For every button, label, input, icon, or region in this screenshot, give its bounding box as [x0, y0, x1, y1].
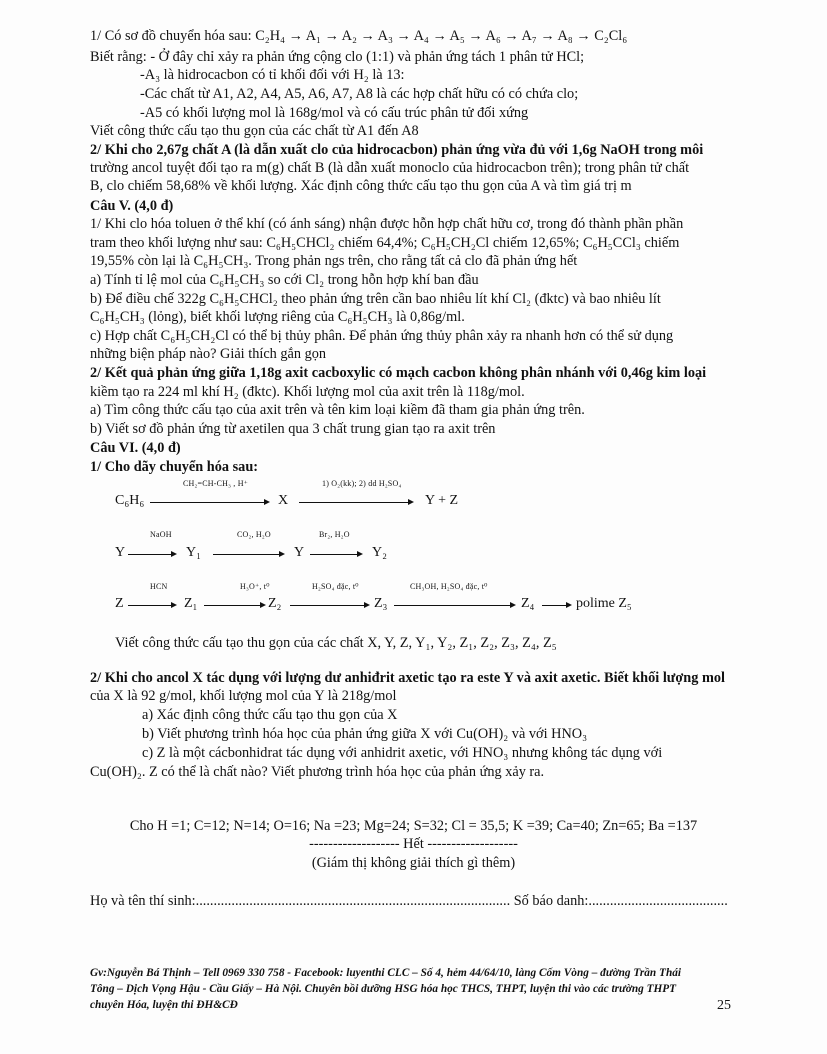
reaction-arrow — [542, 605, 570, 606]
species: Z₂ — [268, 596, 282, 611]
reaction-condition: Br₂, H₂O — [319, 530, 350, 539]
text-line: Viết công thức cấu tạo thu gọn của các chất từ A1 đến A8 — [90, 123, 419, 139]
reaction-condition: H₂SO₄ đặc, t⁰ — [312, 582, 359, 591]
text-line: -A5 có khối lượng mol là 168g/mol và có cấu trúc phân tử đối xứng — [140, 105, 529, 121]
text-line: -Các chất từ A1, A2, A4, A5, A6, A7, A8 là các hợp chất hữu có có chứa clo; — [140, 86, 579, 102]
reaction-arrow — [128, 605, 175, 606]
candidate-info-line: Họ và tên thí sinh:........................................................................................ Số báo danh:....................................... — [90, 893, 728, 909]
text-line: 1/ Cho dãy chuyển hóa sau: — [90, 459, 259, 475]
text-line: tram theo khối lượng như sau: C₆H₅CHCl₂ chiếm 64,4%; C₆H₅CH₂Cl chiếm 12,65%; C₆H₅CCl₃ chiếm — [90, 235, 680, 251]
reaction-arrow — [150, 502, 268, 503]
text-line: C₆H₅CH₃ (lỏng), biết khối lượng riêng của C₆H₅CH₃ là 0,86g/ml. — [90, 309, 465, 325]
section-heading: Câu V. (4,0 đ) — [90, 198, 174, 214]
text-line: 2/ Khi cho ancol X tác dụng với lượng dư anhiđrit axetic tạo ra este Y và axit axetic. Biết khối lượng mol — [90, 670, 725, 686]
species: Z₁ — [184, 596, 198, 611]
species: polime Z₅ — [576, 596, 632, 611]
text-line: Viết công thức cấu tạo thu gọn của các chất X, Y, Z, Y₁, Y₂, Z₁, Z₂, Z₃, Z₄, Z₅ — [115, 635, 557, 651]
reaction-condition: 1) O₂(kk); 2) dd H₂SO₄ — [322, 479, 402, 488]
reaction-condition: CH₃OH, H₂SO₄ đặc, t⁰ — [410, 582, 488, 591]
reaction-condition: NaOH — [150, 530, 172, 539]
species: C₆H₆ — [115, 493, 145, 508]
text-line: a) Tính tỉ lệ mol của C₆H₅CH₃ so cới Cl₂ trong hỗn hợp khí ban đầu — [90, 272, 479, 288]
text-line: 1/ Khi clo hóa toluen ở thể khí (có ánh sáng) nhận được hỗn hợp chất hữu cơ, trong đó thành phần phần — [90, 216, 684, 232]
reaction-arrow — [290, 605, 368, 606]
species: Y + Z — [425, 493, 459, 508]
reaction-condition: HCN — [150, 582, 168, 591]
text-line: a) Tìm công thức cấu tạo của axit trên và tên kim loại kiềm đã tham gia phản ứng trên. — [90, 402, 585, 418]
text-line: B, clo chiếm 58,68% về khối lượng. Xác định công thức cấu tạo thu gọn của A và tìm giá trị m — [90, 178, 632, 194]
end-marker: ------------------- Hết ------------------- — [309, 836, 518, 852]
reaction-arrow — [310, 554, 361, 555]
species: Y₂ — [372, 545, 387, 560]
section-heading: Câu VI. (4,0 đ) — [90, 440, 181, 456]
reaction-arrow — [213, 554, 283, 555]
text-line: 1/ Có sơ đồ chuyển hóa sau: C₂H₄ → A₁ → A₂ → A₃ → A₄ → A₅ → A₆ → A₇ → A₈ → C₂Cl₆ — [90, 28, 628, 44]
species: Y₁ — [186, 545, 201, 560]
proctor-note: (Giám thị không giải thích gì thêm) — [311, 855, 516, 871]
reaction-condition: CH₂=CH-CH₃ , H⁺ — [183, 479, 249, 488]
text-line: 2/ Khi cho 2,67g chất A (là dẫn xuất clo của hidrocacbon) phản ứng vừa đủ với 1,6g NaOH trong môi — [90, 142, 704, 158]
text-line: trường ancol tuyệt đối tạo ra m(g) chất B (là dẫn xuất monoclo của hidrocacbon trên); trong phân tử chất — [90, 160, 690, 176]
species: Z₄ — [521, 596, 535, 611]
text-line: -A₃ là hidrocacbon có tỉ khối đối với H₂ là 13: — [140, 67, 405, 83]
reaction-arrow — [394, 605, 514, 606]
text-line: c) Hợp chất C₆H₅CH₂Cl có thể bị thủy phân. Để phản ứng thủy phân xảy ra nhanh hơn có thể sử dụng — [90, 328, 674, 344]
text-line: b) Viết sơ đồ phản ứng từ axetilen qua 3 chất trung gian tạo ra axit trên — [90, 421, 496, 437]
text-line: của X là 92 g/mol, khối lượng mol của Y là 218g/mol — [90, 688, 397, 704]
text-line: b) Viết phương trình hóa học của phản ứng giữa X với Cu(OH)₂ và với HNO₃ — [142, 726, 588, 742]
text-line: những biện pháp nào? Giải thích gắn gọn — [90, 346, 327, 362]
text-line: a) Xác định công thức cấu tạo thu gọn của X — [142, 707, 398, 723]
text-line: 19,55% còn lại là C₆H₅CH₃. Trong phản ngs trên, cho rằng tất cả clo đã phản ứng hết — [90, 253, 578, 269]
species: Y — [294, 545, 305, 560]
atomic-masses: Cho H =1; C=12; N=14; O=16; Na =23; Mg=24; S=32; Cl = 35,5; K =39; Ca=40; Zn=65; Ba =137 — [129, 818, 698, 834]
text-line: kiềm tạo ra 224 ml khí H₂ (đktc). Khối lượng mol của axit trên là 118g/mol. — [90, 384, 525, 400]
text-line: Cu(OH)₂. Z có thể là chất nào? Viết phương trình hóa học của phản ứng xảy ra. — [90, 764, 545, 780]
footer-line: Gv:Nguyễn Bá Thịnh – Tell 0969 330 758 - Facebook: luyenthi CLC – Số 4, hẻm 44/64/10, làng Cốm Vòng – đường Trần Thái — [90, 967, 682, 979]
text-line: 2/ Kết quả phản ứng giữa 1,18g axit cacboxylic có mạch cacbon không phân nhánh với 0,46g kim loại — [90, 365, 707, 381]
species: X — [278, 493, 289, 508]
footer-line: chuyên Hóa, luyện thi ĐH&CĐ — [90, 999, 238, 1011]
reaction-condition: CO₂, H₂O — [237, 530, 271, 539]
reaction-arrow — [299, 502, 412, 503]
species: Y — [115, 545, 126, 560]
text-line: Biết rằng: - Ở đây chỉ xảy ra phản ứng cộng clo (1:1) và phản ứng tách 1 phân tử HCl; — [90, 49, 585, 65]
footer-line: Tông – Dịch Vọng Hậu - Cầu Giấy – Hà Nội. Chuyên bồi dưỡng HSG hóa học THCS, THPT, luyện thi vào các trường THPT — [90, 983, 677, 995]
species: Z₃ — [374, 596, 388, 611]
page-number: 25 — [717, 998, 731, 1013]
reaction-arrow — [204, 605, 264, 606]
species: Z — [115, 596, 124, 611]
reaction-condition: H₃O⁺, t⁰ — [240, 582, 270, 591]
reaction-arrow — [128, 554, 175, 555]
text-line: c) Z là một cácbonhidrat tác dụng với anhidrit axetic, với HNO₃ nhưng không tác dụng với — [142, 745, 663, 761]
text-line: b) Để điều chế 322g C₆H₅CHCl₂ theo phản ứng trên cần bao nhiêu lít khí Cl₂ (đktc) và bao nhiêu lít — [90, 291, 661, 307]
